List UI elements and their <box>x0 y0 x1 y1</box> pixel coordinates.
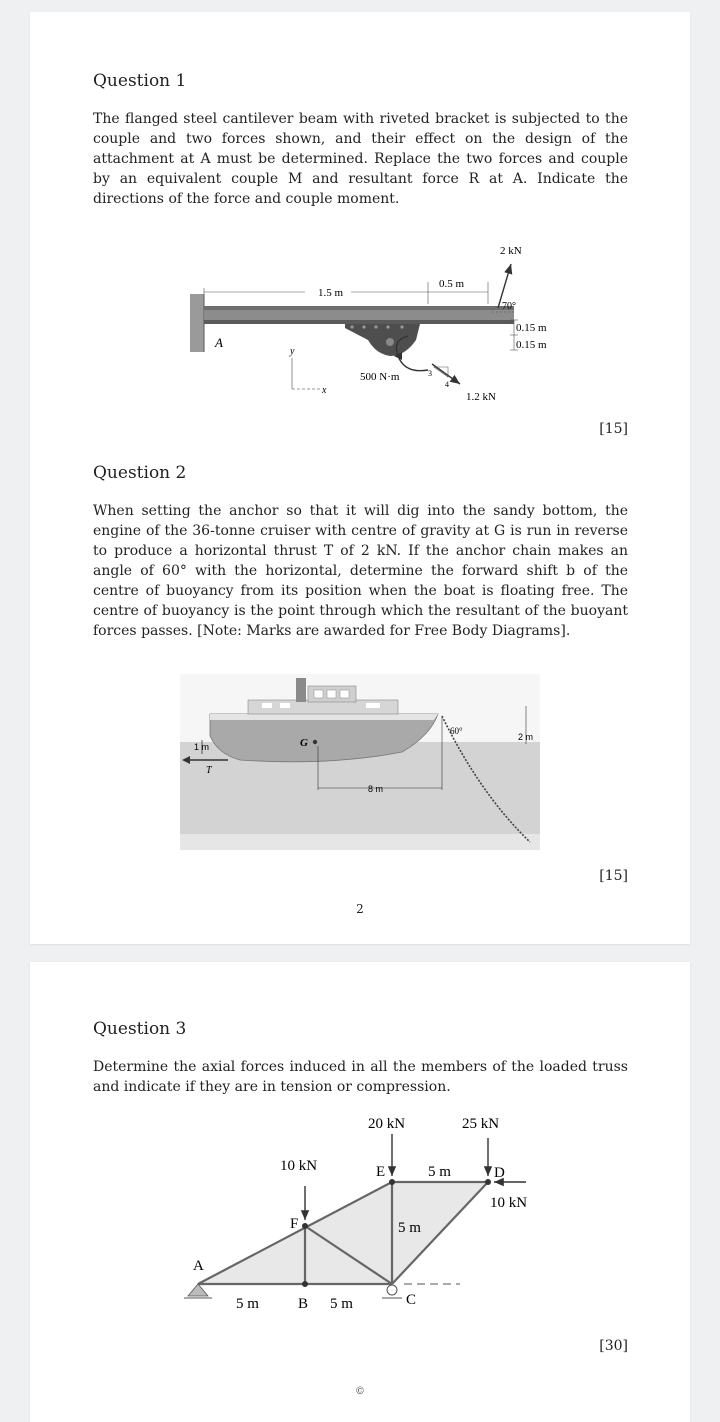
load-20kn-label: 20 kN <box>368 1116 406 1132</box>
axis-y-label: y <box>290 346 295 357</box>
thrust-t-label: T <box>206 765 212 776</box>
dim-5m-left-label: 5 m <box>236 1296 259 1312</box>
couple-500-label: 500 N·m <box>360 371 400 383</box>
joint-f-label: F <box>290 1216 299 1232</box>
load-10kn-right-label: 10 kN <box>490 1195 528 1211</box>
question-3-text: Determine the axial forces induced in all the members of the loaded truss and indicate if they are in tension or compression. <box>93 1059 628 1095</box>
document-page-2 <box>30 962 690 1422</box>
centre-of-gravity-g-label: G <box>300 737 308 749</box>
joint-b-label: B <box>298 1296 309 1312</box>
question-2-text: When setting the anchor so that it will dig into the sandy bottom, the engine of the 36-tonne cruiser with centre of gravity at G is run in reverse to produce a horizontal thrust T of 2 kN. If the anchor chain makes an angle of 60° with the horizontal, determine the forward shift b of the centre of buoyancy from its position when the boat is floating free. The centre of buoyancy is the point through which the resultant of the buoyant forces passes. [Note: Marks are awarded for Free Body Diagrams]. <box>93 503 628 639</box>
slope-4-label: 4 <box>445 380 449 389</box>
pin-support-a <box>188 1284 208 1296</box>
dim-5m-vertical-label: 5 m <box>398 1220 421 1236</box>
question-3-marks: [30] <box>599 1338 628 1354</box>
dim-2m-label: 2 m <box>518 732 534 742</box>
cantilever-beam-figure <box>180 224 547 404</box>
dim-5m-top-label: 5 m <box>428 1164 451 1180</box>
load-25kn-label: 25 kN <box>462 1116 500 1132</box>
slope-3-label: 3 <box>428 369 432 378</box>
roller-support-c <box>387 1285 397 1295</box>
load-10kn-left-label: 10 kN <box>280 1158 318 1174</box>
force-2kn-label: 2 kN <box>500 245 522 257</box>
dim-0-15m-lower: 0.15 m <box>516 339 547 351</box>
question-1-marks: [15] <box>599 421 628 437</box>
dim-0-5m-label: 0.5 m <box>439 278 465 290</box>
dim-1m-label: 1 m <box>194 742 210 752</box>
angle-70-label: 70° <box>502 301 516 312</box>
joint-c-label: C <box>406 1292 417 1308</box>
page-number: 2 <box>356 902 364 916</box>
dim-0-15m-upper: 0.15 m <box>516 322 547 334</box>
dim-8m-label: 8 m <box>368 784 384 794</box>
joint-f <box>302 1223 308 1229</box>
joint-b <box>302 1281 308 1287</box>
joint-a-label: A <box>193 1258 204 1274</box>
copyright-mark: © <box>355 1386 365 1397</box>
sandy-bottom <box>180 834 540 850</box>
point-a-label: A <box>215 335 223 350</box>
joint-d-label: D <box>494 1165 505 1181</box>
axis-x-label: x <box>322 385 327 396</box>
document-page-1 <box>30 12 690 944</box>
truss-figure <box>180 1114 580 1324</box>
question-3-title: Question 3 <box>93 1019 187 1039</box>
angle-60-label: 60° <box>450 726 463 736</box>
joint-e-label: E <box>376 1164 386 1180</box>
dim-1-5m-label: 1.5 m <box>318 287 344 299</box>
question-1-text: The flanged steel cantilever beam with riveted bracket is subjected to the couple and two forces shown, and their effect on the design of the attachment at A must be determined. Replace the two forces and couple by an equivalent couple M and resultant force R at A. Indicate the directions of the force and couple moment. <box>93 111 628 207</box>
force-1-2kn-label: 1.2 kN <box>466 391 496 403</box>
joint-e <box>389 1179 395 1185</box>
boat-figure <box>180 674 540 850</box>
question-2-title: Question 2 <box>93 463 187 483</box>
joint-d <box>485 1179 491 1185</box>
question-1-title: Question 1 <box>93 71 187 91</box>
dim-5m-mid-label: 5 m <box>330 1296 353 1312</box>
question-2-marks: [15] <box>599 868 628 884</box>
